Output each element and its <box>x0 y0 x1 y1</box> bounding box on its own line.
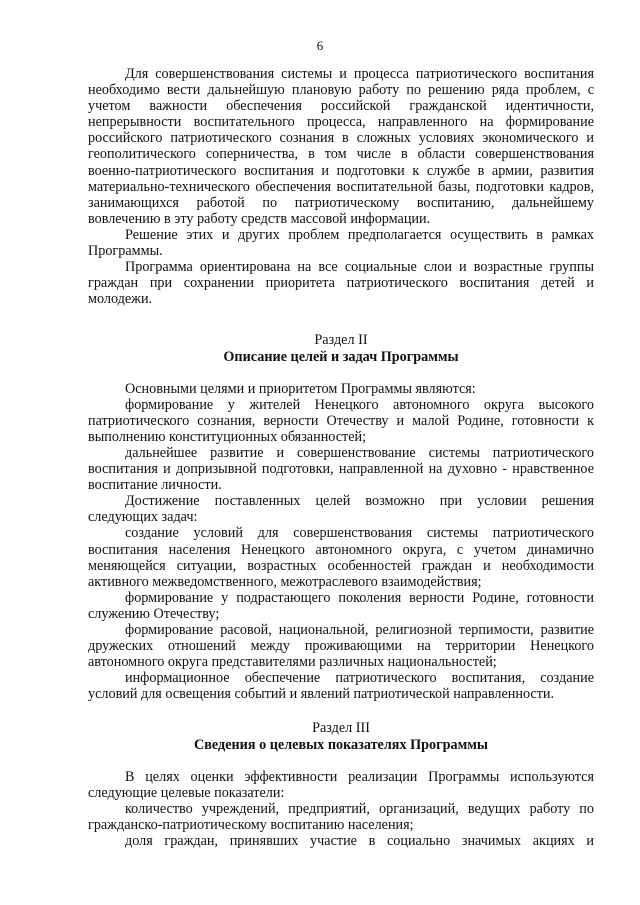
document-body <box>88 66 594 849</box>
section-spacer <box>88 753 594 769</box>
section-3-title: Сведения о целевых показателях Программы <box>194 736 488 753</box>
intro-paragraph-2: Решение этих и других проблем предполагается осуществить в рамках Программы. <box>88 226 594 260</box>
section-2-paragraph-7: формирование расовой, национальной, религиозной терпимости, развитие дружеских отношений между проживающими на территории Ненецкого автономного округа представителями различных национальностей; <box>88 622 594 671</box>
section-2-paragraph-5: создание условий для совершенствования системы патриотического воспитания населения Ненецкого автономного округа, с учетом динамично меняющейся ситуации, возрастных особенностей граждан и необходимости активного межведомственного, межотраслевого взаимодействия; <box>88 525 594 590</box>
section-2-title: Описание целей и задач Программы <box>223 348 459 365</box>
section-2-paragraph-4: Достижение поставленных целей возможно при условии решения следующих задач: <box>88 493 594 526</box>
section-3-paragraph-2: количество учреждений, предприятий, организаций, ведущих работу по гражданско-патриотическому воспитанию населения; <box>88 800 594 833</box>
intro-paragraph-1: Для совершенствования системы и процесса патриотического воспитания необходимо вести дальнейшую плановую работу по решению ряда проблем, с учетом важности обеспечения российской гражданской идентичности, непрерывности воспитательного процесса, направленного на формирование российского патриотического сознания в сложных условиях экономического и геополитического соперничества, в том числе в области совершенствования военно-патриотического воспитания и подготовки к службе в армии, развития материально-технического обеспечения воспитательной базы, подготовки кадров, занимающихся работой по патриотическому воспитанию, дальнейшему вовлечению в эту работу средств массовой информации. <box>88 66 594 227</box>
page-number: 6 <box>316 38 324 53</box>
section-3-paragraph-3: доля граждан, принявших участие в социально значимых акциях и <box>125 833 594 850</box>
section-2-paragraph-2: формирование у жителей Ненецкого автономного округа высокого патриотического сознания, верности Отечеству и малой Родине, готовности к выполнению конституционных обязанностей; <box>88 396 594 445</box>
section-2-paragraph-8: информационное обеспечение патриотического воспитания, создание условий для освещения событий и явлений патриотической направленности. <box>88 670 594 703</box>
section-2-label: Раздел II <box>314 332 368 349</box>
section-spacer <box>88 307 594 332</box>
section-spacer <box>88 702 594 720</box>
intro-paragraph-3: Программа ориентирована на все социальные слои и возрастные группы граждан при сохранении приоритета патриотического воспитания детей и молодежи. <box>88 259 594 308</box>
section-3-label: Раздел III <box>312 720 370 737</box>
section-2-paragraph-6: формирование у подрастающего поколения верности Родине, готовности служению Отечеству; <box>88 589 594 622</box>
section-spacer <box>88 365 594 381</box>
section-2-paragraph-3: дальнейшее развитие и совершенствование системы патриотического воспитания и допризывной подготовки, направленной на духовно - нравственное воспитание личности. <box>88 444 594 494</box>
section-2-paragraph-1: Основными целями и приоритетом Программы являются: <box>125 380 476 397</box>
section-3-paragraph-1: В целях оценки эффективности реализации Программы используются следующие целевые показатели: <box>88 768 594 801</box>
